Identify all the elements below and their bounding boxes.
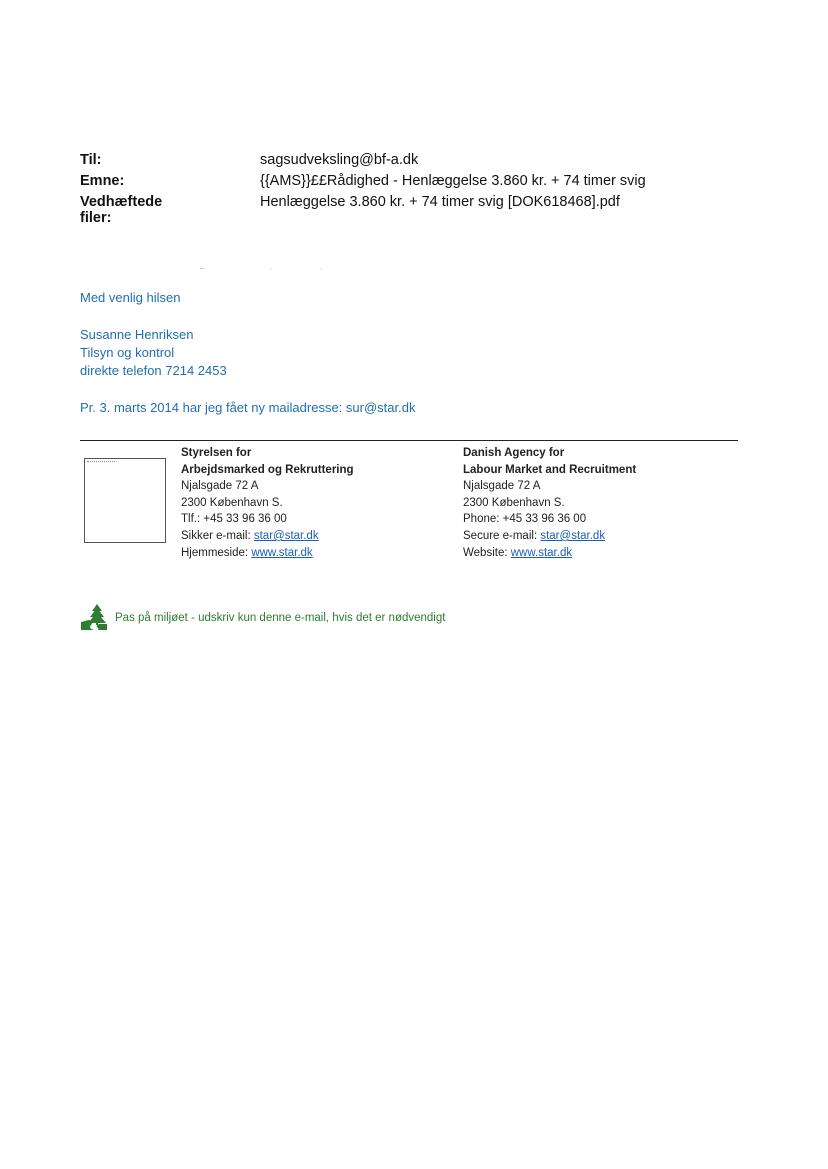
danish-city: 2300 København S. [181,496,283,509]
english-street: Njalsgade 72 A [463,480,541,493]
attachments-value: Henlæggelse 3.860 kr. + 74 timer svig [DOK618468].pdf [260,194,620,210]
danish-web-link[interactable]: www.star.dk [251,546,313,559]
separator-line [80,440,738,441]
danish-org-line1: Styrelsen for [181,447,252,459]
danish-street: Njalsgade 72 A [181,480,259,493]
danish-contact-block [181,445,354,561]
tree-road-icon [80,603,108,631]
eco-notice-text: Pas på miljøet - udskriv kun denne e-mail, hvis det er nødvendigt [115,612,446,624]
english-city: 2300 København S. [463,496,565,509]
danish-org-line2: Arbejdsmarked og Rekruttering [181,463,354,476]
danish-email-link[interactable]: star@star.dk [253,529,319,542]
danish-web-row [181,545,354,562]
english-org-line2: Labour Market and Recruitment [463,463,637,476]
english-email-link[interactable]: star@star.dk [540,529,606,542]
sender-name: Susanne Henriksen [80,327,194,342]
danish-phone: Tlf.: +45 33 96 36 00 [181,513,287,526]
subject-value: {{AMS}}££Rådighed - Henlæggelse 3.860 kr. + 74 timer svig [260,173,646,189]
scan-specks [200,268,340,270]
logo-placeholder [84,458,166,543]
email-change-notice: Pr. 3. marts 2014 har jeg fået ny mailadresse: sur@star.dk [80,400,416,415]
to-value: sagsudveksling@bf-a.dk [260,152,419,168]
subject-label: Emne: [80,173,125,189]
attachments-label: Vedhæftede filer: [80,194,163,226]
english-email-label: Secure e-mail: [463,529,541,542]
english-web-link[interactable]: www.star.dk [510,546,573,559]
danish-web-label: Hjemmeside: [181,546,252,559]
sender-phone: direkte telefon 7214 2453 [80,363,227,378]
english-org-line1: Danish Agency for [463,447,565,459]
sender-department: Tilsyn og kontrol [80,345,175,360]
english-phone: Phone: +45 33 96 36 00 [463,513,587,526]
english-contact-block [463,445,636,561]
to-label: Til: [80,152,102,168]
closing-text: Med venlig hilsen [80,290,181,305]
english-web-label: Website: [463,546,511,559]
danish-email-row [181,528,354,545]
danish-email-label: Sikker e-mail: [181,529,254,542]
english-web-row [463,545,636,562]
english-email-row [463,528,636,545]
